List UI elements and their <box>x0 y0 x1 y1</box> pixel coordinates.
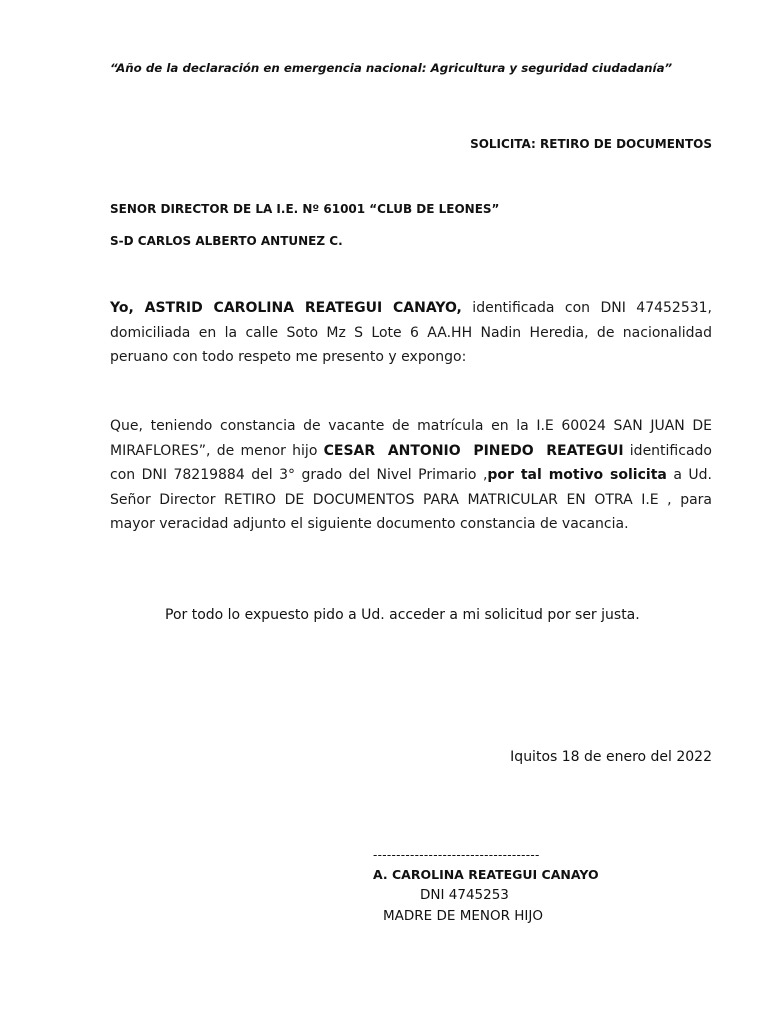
subject-line: SOLICITA: RETIRO DE DOCUMENTOS <box>470 137 712 151</box>
date-line: Iquitos 18 de enero del 2022 <box>510 749 712 765</box>
signature-line: ------------------------------------ <box>373 848 540 862</box>
signature-dni: DNI 4745253 <box>420 887 509 903</box>
body-text-1: Que, teniendo constancia de vacante de matrícula en la I.E 60024 SAN JUAN DE MIRAFLORES”, de menor hijo <box>110 418 712 459</box>
intro-applicant-name: Yo, ASTRID CAROLINA REATEGUI CANAYO, <box>110 300 462 316</box>
body-child-name: CESAR ANTONIO PINEDO REATEGUI <box>323 442 624 459</box>
body-reason: por tal motivo solicita <box>487 467 667 483</box>
closing-sentence: Por todo lo expuesto pido a Ud. acceder a mi solicitud por ser justa. <box>165 607 640 623</box>
body-paragraph <box>110 414 712 537</box>
signature-role: MADRE DE MENOR HIJO <box>383 908 544 924</box>
addressee-line-1: SENOR DIRECTOR DE LA I.E. Nº 61001 “CLUB DE LEONES” <box>110 202 500 216</box>
addressee-line-2: S-D CARLOS ALBERTO ANTUNEZ C. <box>110 234 343 248</box>
intro-text: identificada con DNI 47452531, domiciliada en la calle Soto Mz S Lote 6 AA.HH Nadin Heredia, de nacionalidad peruano con todo respeto me presento y expongo: <box>110 300 712 365</box>
header-motto: “Año de la declaración en emergencia nacional: Agricultura y seguridad ciudadanía” <box>110 61 673 75</box>
body-text-3: a Ud. Señor Director RETIRO DE DOCUMENTOS PARA MATRICULAR EN OTRA I.E , para mayor veracidad adjunto el siguiente documento constancia de vacancia. <box>110 467 712 532</box>
intro-paragraph <box>110 296 712 370</box>
signature-name: A. CAROLINA REATEGUI CANAYO <box>373 867 599 882</box>
body-text-2: identificado con DNI 78219884 del 3° grado del Nivel Primario , <box>110 442 712 483</box>
